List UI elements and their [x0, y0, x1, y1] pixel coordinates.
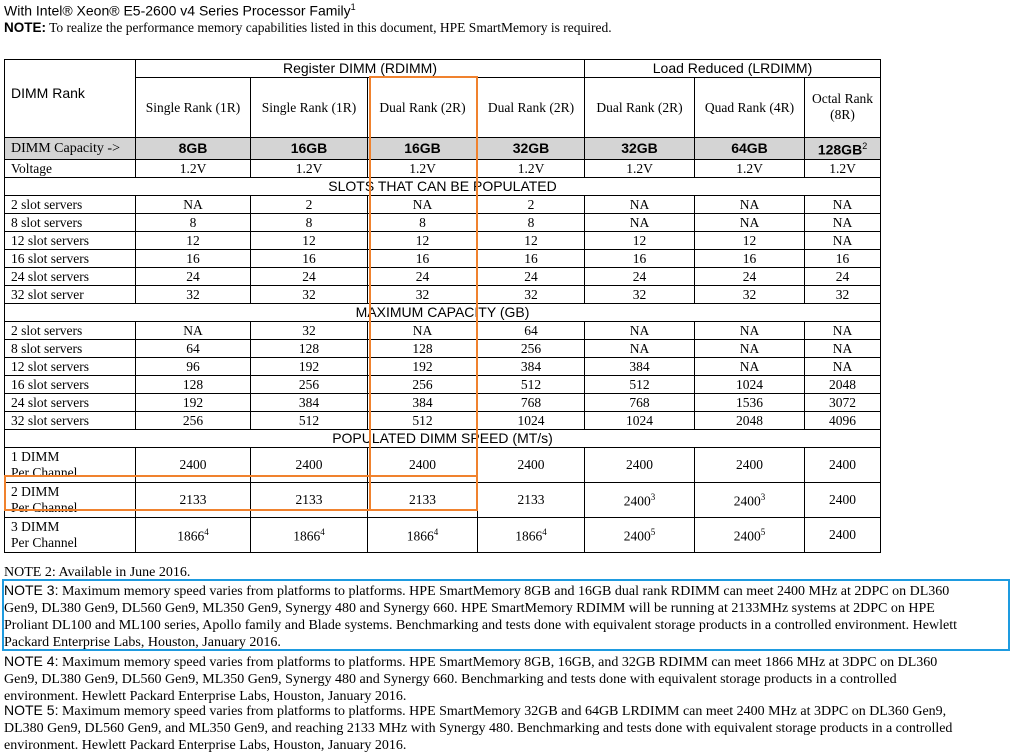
table-cell: 256 — [368, 375, 478, 393]
table-cell: 32 — [368, 285, 478, 303]
table-cell: NA — [805, 357, 881, 375]
capacity-cell: 16GB — [251, 138, 368, 160]
table-cell: 16 — [478, 249, 585, 267]
row-label: 8 slot servers — [5, 339, 136, 357]
rank-cell: Single Rank (1R) — [136, 77, 251, 138]
table-cell: 192 — [136, 393, 251, 411]
table-cell: 64 — [478, 321, 585, 339]
table-cell: 16 — [695, 249, 805, 267]
table-cell: 3072 — [805, 393, 881, 411]
row-label: 2 slot servers — [5, 321, 136, 339]
table-cell: 2400$^3$ — [695, 482, 805, 517]
table-cell: 32 — [695, 285, 805, 303]
table-cell: NA — [805, 339, 881, 357]
capacity-section-header: MAXIMUM CAPACITY (GB) — [5, 303, 881, 321]
rank-cell: Single Rank (1R) — [251, 77, 368, 138]
table-cell: 2400 — [478, 447, 585, 482]
voltage-cell: 1.2V — [478, 159, 585, 177]
table-cell: 384 — [368, 393, 478, 411]
voltage-cell: 1.2V — [368, 159, 478, 177]
rank-row — [5, 77, 881, 138]
table-cell: 12 — [251, 231, 368, 249]
rank-cell: Dual Rank (2R) — [585, 77, 695, 138]
table-cell: 8 — [251, 213, 368, 231]
table-cell: 2400$^5$ — [695, 517, 805, 552]
table-row — [5, 357, 881, 375]
table-cell: 384 — [478, 357, 585, 375]
table-cell: 4096 — [805, 411, 881, 429]
table-cell: 2133 — [368, 482, 478, 517]
table-cell: 192 — [251, 357, 368, 375]
table-cell: 2400 — [136, 447, 251, 482]
rank-cell: Octal Rank (8R) — [805, 77, 881, 138]
table-cell: 16 — [136, 249, 251, 267]
row-label: 3 DIMM Per Channel — [5, 517, 136, 552]
table-cell: 2 — [478, 195, 585, 213]
row-label: 24 slot servers — [5, 267, 136, 285]
row-label: 2 DIMM Per Channel — [5, 482, 136, 517]
voltage-row — [5, 159, 881, 177]
table-cell: NA — [585, 213, 695, 231]
table-cell: NA — [136, 195, 251, 213]
table-cell: 12 — [478, 231, 585, 249]
table-cell: NA — [136, 321, 251, 339]
row-label: 24 slot servers — [5, 393, 136, 411]
table-row — [5, 267, 881, 285]
table-cell: 384 — [251, 393, 368, 411]
table-cell: 768 — [478, 393, 585, 411]
table-cell: 384 — [585, 357, 695, 375]
table-cell: 512 — [251, 411, 368, 429]
rank-cell: Dual Rank (2R) — [478, 77, 585, 138]
row-label: 12 slot servers — [5, 357, 136, 375]
table-cell: 8 — [478, 213, 585, 231]
table-cell: 24 — [695, 267, 805, 285]
table-cell: 2400 — [695, 447, 805, 482]
table-cell: NA — [805, 213, 881, 231]
table-row — [5, 393, 881, 411]
dimm-rank-label: DIMM Rank — [5, 77, 136, 138]
table-cell: 2400 — [805, 517, 881, 552]
voltage-cell: 1.2V — [805, 159, 881, 177]
table-cell: 24 — [251, 267, 368, 285]
row-label: 1 DIMM Per Channel — [5, 447, 136, 482]
table-row — [5, 375, 881, 393]
table-cell: 96 — [136, 357, 251, 375]
table-cell: 16 — [585, 249, 695, 267]
table-cell: 256 — [251, 375, 368, 393]
table-cell: 24 — [478, 267, 585, 285]
table-cell: 32 — [251, 285, 368, 303]
rank-cell: Dual Rank (2R) — [368, 77, 478, 138]
table-cell: 2400 — [585, 447, 695, 482]
voltage-cell: 1.2V — [695, 159, 805, 177]
group-header-row — [5, 60, 881, 78]
smartmemory-note: NOTE: To realize the performance memory capabilities listed in this document, HPE SmartMemory is required. — [4, 20, 612, 35]
row-label: 16 slot servers — [5, 375, 136, 393]
voltage-cell: 1.2V — [136, 159, 251, 177]
table-cell: 2400$^5$ — [585, 517, 695, 552]
table-cell: 1866$^4$ — [136, 517, 251, 552]
table-cell: 2400 — [368, 447, 478, 482]
table-cell: 32 — [478, 285, 585, 303]
table-row — [5, 517, 881, 552]
speed-section-header: POPULATED DIMM SPEED (MT/s) — [5, 429, 881, 447]
table-cell: 1024 — [695, 375, 805, 393]
row-label: 2 slot servers — [5, 195, 136, 213]
speed-section — [5, 447, 881, 552]
table-cell: 1024 — [585, 411, 695, 429]
table-cell: 128 — [251, 339, 368, 357]
table-cell: 12 — [136, 231, 251, 249]
table-cell: 128 — [136, 375, 251, 393]
table-cell: 32 — [136, 285, 251, 303]
table-cell: 8 — [136, 213, 251, 231]
note-5: NOTE 5: Maximum memory speed varies from platforms to platforms. HPE SmartMemory 32GB and 64GB LRDIMM can meet 2400 MHz at 3DPC on DL360 Gen9, DL380 Gen9, DL560 Gen9, and ML350 Gen9, and reaching 2133 MHz with Synergy 480. Benchmarking and tests done with equivalent storage products in a controlled environment. Hewlett Packard Enterprise Labs, Houston, January 2016. — [4, 702, 953, 753]
table-cell: 24 — [136, 267, 251, 285]
table-cell: 2048 — [695, 411, 805, 429]
table-row — [5, 411, 881, 429]
table-cell: 1536 — [695, 393, 805, 411]
table-cell: 256 — [136, 411, 251, 429]
table-cell: NA — [585, 339, 695, 357]
table-cell: 2133 — [251, 482, 368, 517]
table-cell: NA — [585, 321, 695, 339]
table-row — [5, 447, 881, 482]
table-row — [5, 285, 881, 303]
row-label: 32 slot server — [5, 285, 136, 303]
table-cell: 32 — [585, 285, 695, 303]
table-cell: 1866$^4$ — [251, 517, 368, 552]
table-cell: 2400 — [805, 482, 881, 517]
table-cell: 8 — [368, 213, 478, 231]
table-row — [5, 195, 881, 213]
rank-cell: Quad Rank (4R) — [695, 77, 805, 138]
document-title: With Intel® Xeon® E5-2600 v4 Series Processor Family$^1$ — [4, 2, 356, 19]
table-row — [5, 339, 881, 357]
table-cell: 24 — [805, 267, 881, 285]
table-cell: NA — [695, 195, 805, 213]
lrdimm-group-header: Load Reduced (LRDIMM) — [585, 60, 881, 78]
capacity-cell: 32GB — [478, 138, 585, 160]
table-cell: 2400 — [805, 447, 881, 482]
table-cell: 16 — [368, 249, 478, 267]
capacity-cell: $128GB^2$ — [805, 138, 881, 160]
slots-section-header: SLOTS THAT CAN BE POPULATED — [5, 177, 881, 195]
table-cell: 12 — [585, 231, 695, 249]
table-cell: 32 — [805, 285, 881, 303]
table-cell: 12 — [695, 231, 805, 249]
memory-config-table — [4, 59, 881, 553]
table-cell: 512 — [585, 375, 695, 393]
table-cell: 1866$^4$ — [478, 517, 585, 552]
table-cell: 192 — [368, 357, 478, 375]
table-cell: NA — [805, 195, 881, 213]
table-cell: NA — [695, 213, 805, 231]
table-cell: NA — [695, 339, 805, 357]
row-label: 8 slot servers — [5, 213, 136, 231]
row-label: 12 slot servers — [5, 231, 136, 249]
voltage-label: Voltage — [5, 159, 136, 177]
voltage-cell: 1.2V — [585, 159, 695, 177]
rdimm-group-header: Register DIMM (RDIMM) — [136, 60, 585, 78]
table-cell: 512 — [368, 411, 478, 429]
table-cell: NA — [805, 321, 881, 339]
table-cell: NA — [695, 357, 805, 375]
table-row — [5, 231, 881, 249]
table-cell: NA — [585, 195, 695, 213]
table-cell: 1866$^4$ — [368, 517, 478, 552]
capacity-section — [5, 321, 881, 429]
capacity-cell: 32GB — [585, 138, 695, 160]
table-cell: 16 — [251, 249, 368, 267]
table-cell: 768 — [585, 393, 695, 411]
table-cell: 32 — [251, 321, 368, 339]
table-cell: 2048 — [805, 375, 881, 393]
table-cell: NA — [368, 195, 478, 213]
table-cell: 24 — [368, 267, 478, 285]
table-cell: 2 — [251, 195, 368, 213]
capacity-cell: 16GB — [368, 138, 478, 160]
table-cell: 128 — [368, 339, 478, 357]
table-cell: 2400 — [251, 447, 368, 482]
table-row — [5, 249, 881, 267]
slots-section — [5, 195, 881, 303]
capacity-row — [5, 138, 881, 160]
row-label: 16 slot servers — [5, 249, 136, 267]
capacity-cell: 8GB — [136, 138, 251, 160]
table-cell: 1024 — [478, 411, 585, 429]
capacity-label: DIMM Capacity -> — [5, 138, 136, 160]
table-cell: 24 — [585, 267, 695, 285]
note-3: NOTE 3: Maximum memory speed varies from platforms to platforms. HPE SmartMemory 8GB and 16GB dual rank RDIMM can meet 2400 MHz at 2DPC on DL360 Gen9, DL380 Gen9, DL560 Gen9, ML350 Gen9, Synergy 480 and Synergy 660. HPE SmartMemory RDIMM will be running at 2133MHz systems at 2DPC on HPE Proliant DL100 and ML100 series, Apollo family and Blade systems. Benchmarking and tests done with equivalent storage products in a controlled environment. Hewlett Packard Enterprise Labs, Houston, January 2016. — [4, 582, 957, 650]
note-4: NOTE 4: Maximum memory speed varies from platforms to platforms. HPE SmartMemory 8GB, 16GB, and 32GB RDIMM can meet 1866 MHz at 3DPC on DL360 Gen9, DL380 Gen9, DL560 Gen9, ML350 Gen9, Synergy 480 and Synergy 660. Benchmarking and tests done with equivalent storage products in a controlled environment. Hewlett Packard Enterprise Labs, Houston, January 2016. — [4, 653, 938, 704]
row-label: 32 slot servers — [5, 411, 136, 429]
table-cell: 2400$^3$ — [585, 482, 695, 517]
table-row — [5, 321, 881, 339]
table-cell: 64 — [136, 339, 251, 357]
table-cell: NA — [695, 321, 805, 339]
table-cell: 12 — [368, 231, 478, 249]
table-cell: NA — [368, 321, 478, 339]
table-cell: 2133 — [136, 482, 251, 517]
table-cell: NA — [805, 231, 881, 249]
table-cell: 512 — [478, 375, 585, 393]
voltage-cell: 1.2V — [251, 159, 368, 177]
table-row — [5, 482, 881, 517]
table-cell: 16 — [805, 249, 881, 267]
table-cell: 2133 — [478, 482, 585, 517]
table-cell: 256 — [478, 339, 585, 357]
capacity-cell: 64GB — [695, 138, 805, 160]
table-row — [5, 213, 881, 231]
note-2: NOTE 2: Available in June 2016. — [4, 565, 191, 580]
